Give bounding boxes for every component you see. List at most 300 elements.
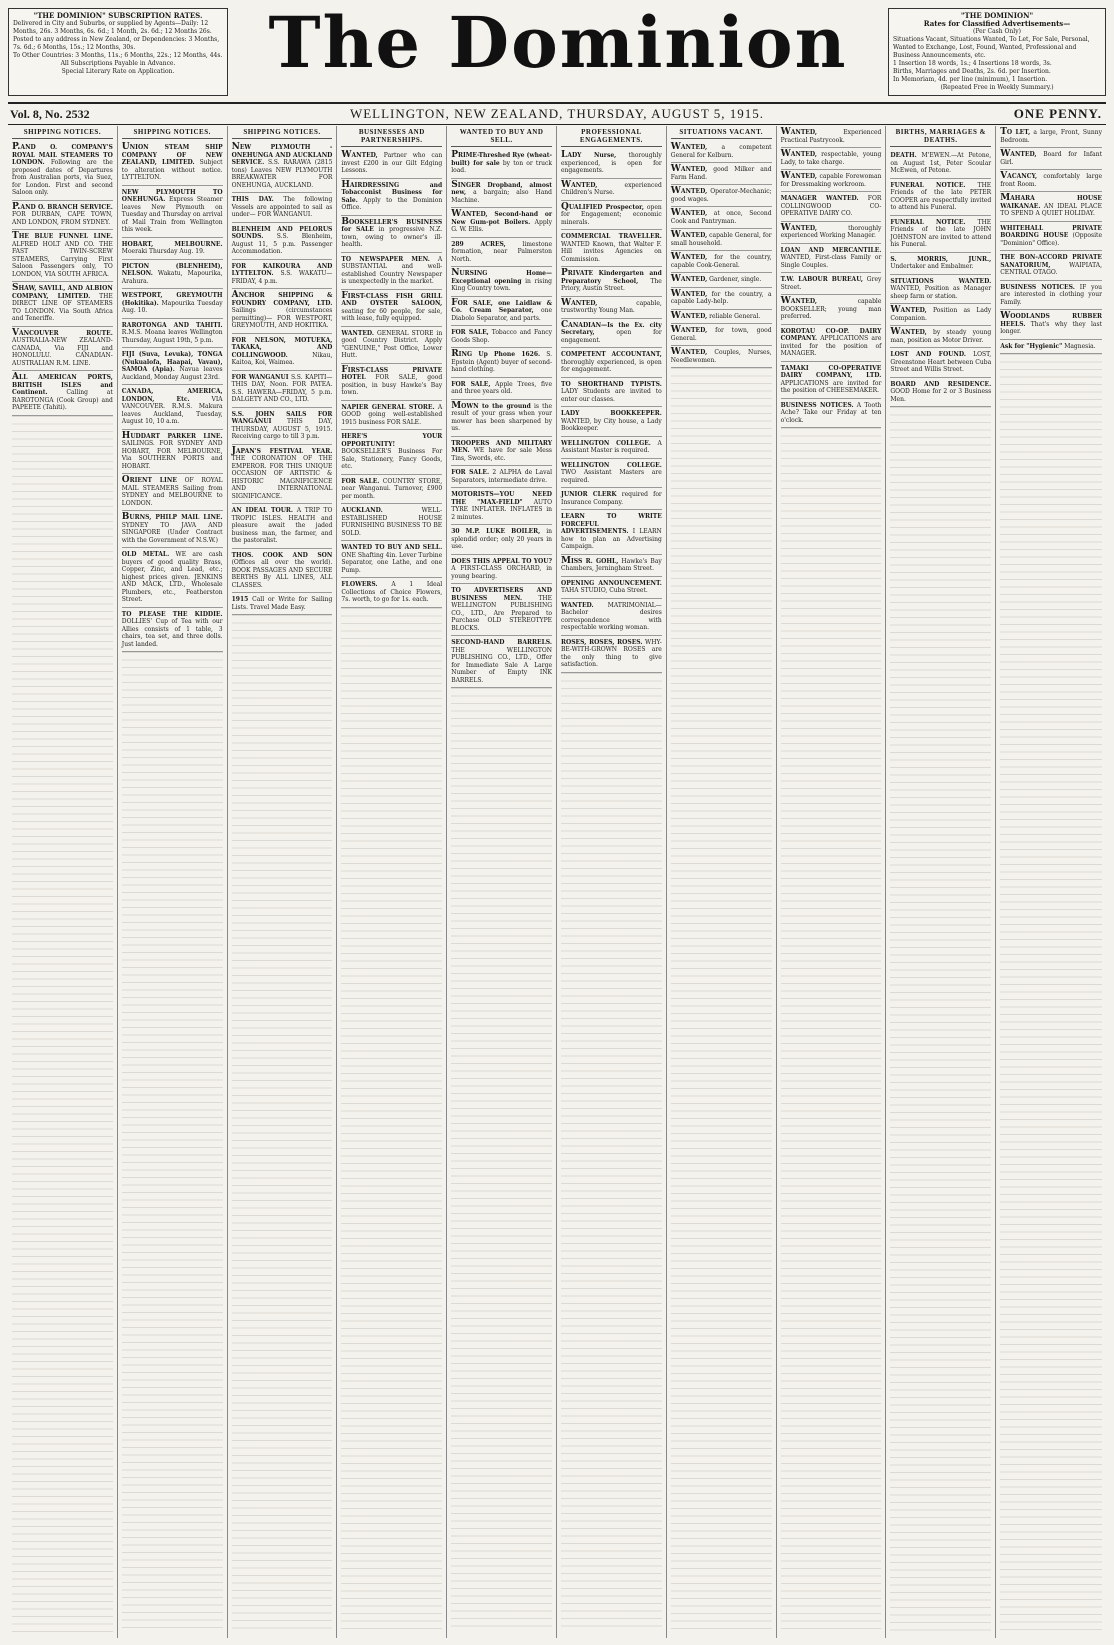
classified-ad xyxy=(671,251,772,273)
ad-body: A Assistant Master is required. xyxy=(561,439,662,454)
classified-ad xyxy=(561,488,662,510)
ad-body: MATRIMONIAL—Bachelor desires correspondence with respectable working woman. xyxy=(561,601,662,631)
ad-title: ANTED, xyxy=(680,312,708,320)
ad-title: UDDART PARKER LINE. xyxy=(130,432,223,440)
ad-body: THIS DAY, THURSDAY, AUGUST 5, 1915. Receiving cargo to till 3 p.m. xyxy=(231,418,333,440)
ad-body: THE CORONATION OF THE EMPEROR. FOR THIS UNIQUE OCCASION OF ARTISTIC & HISTORIC MAGNIFICENCE AND INTERNATIONAL SIGNIFICANCE. xyxy=(231,455,333,500)
subscription-line: Posted to any address in New Zealand, or Dependencies: 3 Months, 7s. 6d.; 6 Months, 15s.; 12 Months, 30s. xyxy=(13,36,220,51)
ad-title: RIME-Threshed Rye (wheat-built) for sale xyxy=(451,152,552,167)
ad-title: TROOPERS AND MILITARY MEN. xyxy=(451,439,552,454)
ad-body: A Tooth Ache? Take our Friday at ten o'clock. xyxy=(780,401,882,424)
ad-body: FOR COLLINGWOOD CO-OPERATIVE DAIRY CO. xyxy=(780,195,882,217)
classified-ad xyxy=(671,346,772,368)
classified-ad xyxy=(890,304,991,326)
ad-title: ANTED, xyxy=(680,290,708,298)
ad-initial: A xyxy=(12,372,19,382)
classified-ad xyxy=(122,141,223,186)
ad-title: 1915 xyxy=(231,596,249,603)
ad-initial: S xyxy=(12,283,19,293)
ad-title: AUCKLAND. xyxy=(341,507,383,514)
classified-ad xyxy=(671,310,772,325)
ad-initial: W xyxy=(670,208,681,218)
column-7 xyxy=(667,126,777,1638)
ad-body: A FIRST-CLASS ORCHARD, in young bearing. xyxy=(451,565,552,580)
ad-title: HOBART, MELBOURNE. xyxy=(121,240,223,248)
ad-title: AN IDEAL TOUR. xyxy=(231,507,294,514)
ad-body: Sailings (circumstances permitting)— FOR WESTPORT, GREYMOUTH, AND HOKITIKA. xyxy=(231,307,333,329)
column-text-fill xyxy=(781,428,882,1632)
ad-body: THE DIRECT LINE OF STEAMERS TO LONDON. Via South Africa and Teneriffe. xyxy=(12,292,113,322)
column-9 xyxy=(886,126,996,1638)
classified-ad xyxy=(1000,251,1102,281)
ad-title: OOKSELLER'S BUSINESS for SALE xyxy=(341,218,443,233)
ad-title: BLENHEIM AND PELORUS SOUNDS. xyxy=(231,225,333,240)
ad-body: Grey Street. xyxy=(780,276,882,291)
ad-body: in splendid order; only 20 years in use. xyxy=(451,528,552,550)
classified-ad xyxy=(890,179,991,216)
ad-body: A SUBSTANTIAL and well-established Country Newspaper is unexpectedly in the market. xyxy=(341,255,443,285)
classified-ad xyxy=(671,207,772,229)
ad-title: DEATH. xyxy=(890,152,917,159)
ad-title: HAW, SAVILL, AND ALBION COMPANY, LIMITED. xyxy=(12,285,113,300)
classified-ad xyxy=(451,636,552,688)
classified-ad xyxy=(341,541,442,578)
ad-title: SITUATIONS WANTED. xyxy=(890,277,992,285)
classified-ad xyxy=(561,407,662,437)
ad-body: AUSTRALIA-NEW ZEALAND-CANADA, Via FIJI and HONOLULU. CANADIAN-AUSTRALIAN R.M. LINE. xyxy=(12,337,113,367)
classified-ad xyxy=(671,163,772,185)
ad-title: TAMAKI CO-OPERATIVE DAIRY COMPANY, LTD. xyxy=(780,364,882,379)
classified-ad xyxy=(451,488,552,525)
classified-ad xyxy=(781,273,882,295)
ad-body: Hawke's Bay Chambers, Jerningham Street. xyxy=(561,557,662,572)
ad-title: EW PLYMOUTH - ONEHUNGA AND AUCKLAND SERVICE. xyxy=(231,144,333,166)
classified-ad xyxy=(561,378,662,408)
ad-body: S.S. KAPITI—THIS DAY, Noon. FOR PATEA. S.S. HAWERA—FRIDAY, 5 p.m. DALGETY AND CO., LTD. xyxy=(231,373,333,403)
ad-body: THE WELLINGTON PUBLISHING CO., LTD., Offer for Immediate Sale A Large Number of Empty INK BARRELS. xyxy=(451,646,552,684)
classified-ad xyxy=(232,193,333,223)
ad-initial: W xyxy=(670,142,681,152)
ad-initial: R xyxy=(451,349,459,359)
ad-initial: W xyxy=(780,149,791,159)
ad-body: capable Forewoman for Dressmaking workroom. xyxy=(780,173,882,188)
ad-title: COMMERCIAL TRAVELLER. xyxy=(561,233,662,240)
ad-body: Call or Write for Sailing Lists. Travel Made Easy. xyxy=(231,596,333,611)
ad-body: Express Steamer leaves New Plymouth on Tuesday and Thursday on arrival of Mail Train from Wellington this week. xyxy=(121,196,223,233)
ad-initial: H xyxy=(341,179,350,190)
ad-initial: B xyxy=(341,216,349,227)
ad-body: comfortably large front Room. xyxy=(1000,173,1102,188)
ad-title: ADY Nurse, xyxy=(567,152,617,159)
column-1 xyxy=(8,126,118,1638)
ad-body: IF you are interested in clothing your Family. xyxy=(1000,283,1102,306)
column-3 xyxy=(228,126,338,1638)
ad-initial: W xyxy=(670,310,681,321)
ad-title: THOS. COOK AND SON xyxy=(231,551,333,559)
subscription-line: Special Literary Rate on Application. xyxy=(61,68,175,75)
ad-title: AHARA HOUSE WAIKANAE. xyxy=(1000,195,1102,210)
ad-initial: F xyxy=(341,364,348,375)
ad-body: A 1 Ideal Collections of Choice Flowers, 7s. worth, to go for 1s. each. xyxy=(341,581,443,603)
ad-body: by steady young man, position as Motor Driver. xyxy=(890,329,992,344)
ad-title: ANTED, xyxy=(680,327,708,334)
ad-initial: W xyxy=(780,222,791,233)
subscription-title: "THE DOMINION" SUBSCRIPTION RATES. xyxy=(33,11,203,20)
classified-ad xyxy=(1000,222,1102,252)
classified-ad xyxy=(781,170,882,192)
column-heading: PROFESSIONAL ENGAGEMENTS. xyxy=(561,126,662,147)
ad-title: ANTED, xyxy=(900,329,927,336)
classified-ad xyxy=(781,295,882,325)
ad-body: at once, Second Cook and Pantryman. xyxy=(670,210,772,225)
ad-body: a large, Front, Sunny Bedroom. xyxy=(1000,129,1102,144)
ad-title: COMPETENT ACCOUNTANT, xyxy=(561,351,662,358)
ad-initial: W xyxy=(1000,149,1011,159)
classified-ad xyxy=(561,267,662,297)
ad-title: AIRDRESSING and Tobacconist Business for Sale. xyxy=(341,181,443,204)
ad-title: URNS, PHILP MAIL LINE. xyxy=(129,514,223,521)
ad-title: ANTED, xyxy=(680,166,708,173)
ad-initial: W xyxy=(670,347,681,357)
ad-body: open for Engagement; economic minerals. xyxy=(561,203,662,226)
ad-initial: W xyxy=(670,325,681,335)
column-text-fill xyxy=(890,407,991,1634)
ad-title: ANADIAN—Is the Ex. city Secretary, xyxy=(561,321,662,336)
ad-body: reliable General. xyxy=(707,312,761,320)
ad-body: Nikau, Kaitoa, Koi, Waimea. xyxy=(231,351,333,366)
classified-ad xyxy=(781,399,882,429)
ad-initial: L xyxy=(561,150,568,160)
ad-body: SYDNEY TO JAVA AND SINGAPORE (Under Contract with the Government of N.S.W.) xyxy=(121,521,223,544)
classified-ad xyxy=(122,548,223,608)
classified-ad xyxy=(451,437,552,467)
ad-body: experienced Children's Nurse. xyxy=(561,181,662,196)
ad-body: A TRIP TO TROPIC ISLES. HEALTH and pleasure await the jaded business man, the farmer, and the pastoralist. xyxy=(231,507,333,544)
ad-body: WE have for sale Mess Tins, Swords, etc. xyxy=(451,447,552,462)
rates-line: 1 Insertion 18 words, 1s.; 4 Insertions 18 words, 3s. xyxy=(893,60,1052,67)
ad-body: WANTED Known, that Walter F. Hill invites Agencies on Commission. xyxy=(561,240,662,263)
ad-body: APPLICATIONS are invited for the position of CHEESEMAKER. xyxy=(780,379,882,394)
ad-body: M'EWEN.—At Petone, on August 1st, Peter Scoular McEwen, of Petone. xyxy=(890,152,992,174)
classified-ad xyxy=(890,216,991,253)
ad-title: OODLANDS RUBBER HEELS. xyxy=(1000,313,1102,328)
classified-ad xyxy=(341,327,442,364)
ad-body: open for engagement. xyxy=(561,329,662,344)
classified-ad xyxy=(122,319,223,349)
ad-title: LOAN AND MERCANTILE. xyxy=(780,246,882,254)
ad-initial: M xyxy=(451,400,462,411)
ad-title: ROSES, ROSES, ROSES. xyxy=(561,638,643,646)
column-8 xyxy=(777,126,887,1638)
ad-body: TWO Assistant Masters are required. xyxy=(561,469,662,484)
classified-ad xyxy=(12,201,113,231)
ad-body: Position as Lady Companion. xyxy=(890,307,992,322)
newspaper-front-page xyxy=(8,8,1106,1638)
ad-title: ANTED, xyxy=(571,181,598,189)
ad-title: FOR KAIKOURA AND LYTTELTON. xyxy=(231,262,333,277)
ad-title: JUNIOR CLERK xyxy=(561,491,617,498)
classified-ad xyxy=(561,230,662,267)
classified-ad xyxy=(451,297,552,327)
ad-body: Gardener, single. xyxy=(707,276,762,283)
ad-body: seating for 60 people, for sale, with lease, fully equipped. xyxy=(341,307,443,322)
ad-title: WELLINGTON COLLEGE. xyxy=(561,461,662,469)
ad-title: DOES THIS APPEAL TO YOU? xyxy=(451,557,552,565)
ad-title: MOTORISTS—YOU NEED THE "MAX-FIELD" xyxy=(451,491,552,506)
ad-body: a competent General for Kelburn. xyxy=(670,144,772,159)
ad-title: ANTED, xyxy=(571,299,598,307)
advertisement-columns xyxy=(8,126,1106,1638)
ad-title: FUNERAL NOTICE. xyxy=(890,181,966,189)
classified-ad xyxy=(561,179,662,201)
column-text-fill xyxy=(341,608,442,1634)
rates-subtitle: Rates for Classified Advertisements— xyxy=(923,19,1071,28)
ad-body: one Diabolo Separator, and parts. xyxy=(451,307,552,322)
ad-title: FOR WANGANUI xyxy=(231,373,289,381)
ad-body: Wakatu, Mapourika, Arahura. xyxy=(121,270,223,285)
column-text-fill xyxy=(671,368,772,1635)
classified-ad xyxy=(561,201,662,231)
ad-title: T.W. LABOUR BUREAU, xyxy=(780,276,863,283)
ad-body: (Opposite "Dominion" Office). xyxy=(1000,232,1102,247)
ad-body: (Offices all over the world). BOOK PASSAGES AND SECURE BERTHS By ALL LINES, ALL CLASSES. xyxy=(231,559,333,589)
ad-title: ANTED, xyxy=(680,210,708,217)
ad-initial: W xyxy=(670,288,681,299)
ad-initial: Q xyxy=(561,201,569,212)
ad-body: SAILINGS. FOR SYDNEY AND HOBART, FOR MELBOURNE, Via SOUTHERN PORTS and HOBART. xyxy=(121,440,223,470)
classified-ad xyxy=(671,273,772,288)
rates-title: "THE DOMINION" xyxy=(960,11,1034,20)
classified-ad xyxy=(451,238,552,268)
ad-body: THE Friends of the late JOHN JOHNSTON are invited to attend his Funeral. xyxy=(890,218,992,248)
classified-ad xyxy=(1000,281,1102,311)
classified-ad xyxy=(232,141,333,193)
ad-title: BUSINESS NOTICES. xyxy=(780,401,854,409)
classified-ad xyxy=(451,326,552,348)
classified-ad xyxy=(232,504,333,549)
classified-ad xyxy=(1000,148,1102,170)
column-5 xyxy=(447,126,557,1638)
classified-ad xyxy=(122,430,223,475)
ad-title: LADY BOOKKEEPER. xyxy=(561,410,662,417)
ad-title: BUSINESS NOTICES. xyxy=(1000,283,1075,291)
ad-title: WANTED TO BUY AND SELL. xyxy=(341,544,443,551)
classified-ad xyxy=(671,185,772,207)
ad-initial: W xyxy=(561,179,572,190)
classified-ad xyxy=(561,297,662,319)
ad-title: FLOWERS. xyxy=(341,581,378,588)
ad-title: TO ADVERTISERS AND BUSINESS MEN. xyxy=(451,587,552,602)
subscription-line: To Other Countries: 3 Months, 11s.; 6 Months, 22s.; 12 Months, 44s. xyxy=(13,52,223,59)
classified-ad xyxy=(341,179,442,216)
ad-body: THE Friends of the late PETER COOPER are respectfully invited to attend his Funeral. xyxy=(890,181,992,211)
ad-body: FOR SALE, good position, in busy Hawke's Bay town. xyxy=(341,374,443,396)
ad-title: ANTED, xyxy=(1010,151,1037,158)
classified-ad xyxy=(232,445,333,505)
classified-ad xyxy=(341,364,442,401)
ad-body: limestone formation, near Palmerston North. xyxy=(451,240,552,263)
ad-title: NAPIER GENERAL STORE. xyxy=(341,403,435,411)
ad-body: WELL-ESTABLISHED HOUSE FURNISHING BUSINESS TO BE SOLD. xyxy=(341,507,443,537)
classified-ad xyxy=(341,475,442,505)
column-heading: SHIPPING NOTICES. xyxy=(232,126,333,139)
classified-ad xyxy=(341,290,442,327)
ad-body: thoroughly experienced Working Manager. xyxy=(780,224,882,239)
classified-ad xyxy=(1000,192,1102,222)
classified-ad xyxy=(1000,126,1102,148)
subscription-line: All Subscriptions Payable in Advance. xyxy=(60,60,176,67)
ad-initial: J xyxy=(231,445,236,456)
classified-ad xyxy=(890,326,991,348)
ad-title: NCHOR SHIPPING & FOUNDRY COMPANY, LTD. xyxy=(231,292,333,307)
ad-title: ING Up Phone 1626. xyxy=(458,351,541,358)
ad-title: APAN'S FESTIVAL YEAR. xyxy=(235,447,333,455)
ad-initial: W xyxy=(670,252,681,262)
ad-title: 30 M.P. LUKE BOILER, xyxy=(451,528,541,535)
ad-title: ANTED, xyxy=(790,298,817,305)
ad-body: The following Vessels are appointed to sail as under— FOR WANGANUI. xyxy=(231,196,333,218)
ad-body: capable General, for small household. xyxy=(670,232,772,247)
ad-body: Calling at RAROTONGA (Cook Group) and PAPEETE (Tahiti). xyxy=(12,389,113,411)
ad-body: required for Insurance Company. xyxy=(561,491,662,506)
classified-ad xyxy=(561,555,662,577)
ad-body: Following are the proposed dates of Departures from Australian ports, via Suez, for London. First and second Saloon only. xyxy=(12,159,113,196)
ad-initial: W xyxy=(780,127,791,137)
ad-title: ISS R. GOHL, xyxy=(570,557,619,565)
ad-title: RAROTONGA AND TAHITI. xyxy=(121,321,223,329)
classified-ad xyxy=(341,504,442,541)
ad-body: AUTO TYRE INFLATER. INFLATES in 2 minutes. xyxy=(451,498,552,521)
classified-ad xyxy=(341,578,442,608)
ad-body: is the result of your grass when your mower has been sharpened by us. xyxy=(451,402,552,432)
classified-rates-box xyxy=(888,8,1106,96)
classified-ad xyxy=(561,599,662,636)
ad-title: HERE'S YOUR OPPORTUNITY! xyxy=(341,433,443,448)
rates-line: In Memoriam, 4d. per line (minimum), 1 Insertion. xyxy=(893,76,1048,83)
ad-title: FOR SALE, xyxy=(451,329,489,336)
classified-ad xyxy=(1000,170,1102,192)
ad-title: AND O. BRANCH SERVICE. xyxy=(20,203,113,211)
classified-ad xyxy=(122,186,223,238)
classified-ad xyxy=(341,149,442,179)
ad-title: FOR SALE, xyxy=(451,380,491,388)
classified-ad xyxy=(561,636,662,673)
ad-title: ANTED, xyxy=(680,349,708,356)
ad-title: FOR NELSON, MOTUEKA, TAKAKA, AND COLLINGWOOD. xyxy=(231,336,333,359)
classified-ad xyxy=(12,230,113,282)
ad-title: MANAGER WANTED. xyxy=(780,195,859,202)
classified-ad xyxy=(341,216,442,253)
classified-ad xyxy=(1000,310,1102,340)
ad-body: for the country, a capable Lady-help. xyxy=(670,290,772,305)
ad-body: I LEARN how to plan an Advertising Campaign. xyxy=(561,528,662,550)
column-text-fill xyxy=(561,673,662,1632)
classified-ad xyxy=(232,549,333,594)
column-2 xyxy=(118,126,228,1638)
ad-initial: F xyxy=(341,290,348,301)
ad-body: WAIPIATA, CENTRAL OTAGO. xyxy=(1000,261,1102,276)
subscription-line: Delivered in City and Suburbs, or supplied by Agents—Daily: 12 Months, 26s. 3 Months, 6s. 6d.; 1 Month, 2s. 6d.; 12 Months 26s. xyxy=(13,20,212,35)
ad-title: RIENT LINE xyxy=(129,477,177,484)
ad-title: WELLINGTON COLLEGE. xyxy=(561,439,651,447)
classified-ad xyxy=(341,430,442,475)
ad-title: KOROTAU CO-OP. DAIRY COMPANY. xyxy=(780,327,882,342)
ad-title: OPENING ANNOUNCEMENT. xyxy=(561,579,662,587)
ad-title: WESTPORT, GREYMOUTH (Hokitika). xyxy=(121,292,223,307)
ad-initial: F xyxy=(451,297,458,308)
ad-initial: A xyxy=(231,290,239,300)
ad-initial: H xyxy=(121,430,131,441)
ad-body: thoroughly experienced, is open for engagements. xyxy=(561,152,662,174)
ad-initial: P. xyxy=(12,201,21,212)
ad-initial: T xyxy=(12,231,19,241)
ad-body: WHY-BE-WITH-GROWN ROSES are the only thing to give satisfaction. xyxy=(561,638,662,668)
ad-initial: W xyxy=(341,150,352,160)
ad-title: PICTON (BLENHEIM), NELSON. xyxy=(121,262,223,277)
classified-ad xyxy=(451,555,552,585)
ad-title: FUNERAL NOTICE. xyxy=(890,218,966,226)
classified-ad xyxy=(122,511,223,548)
column-heading: SITUATIONS VACANT. xyxy=(671,126,772,139)
ad-initial: W xyxy=(670,164,681,174)
ad-initial: T xyxy=(1000,127,1007,137)
ad-title: THE BON-ACCORD PRIVATE SANATORIUM, xyxy=(1000,254,1102,269)
ad-body: for town, good General. xyxy=(670,327,772,342)
ad-title: ANTED, xyxy=(680,232,708,239)
classified-ad xyxy=(781,362,882,399)
classified-ad xyxy=(451,267,552,297)
ad-title: ANTED, xyxy=(680,144,708,151)
ad-title: FOR SALE. xyxy=(451,469,490,476)
ad-body: Board for Infant Girl. xyxy=(1000,151,1102,166)
ad-initial: W xyxy=(780,171,791,181)
volume-number: Vol. 8, No. 2532 xyxy=(10,107,90,121)
ad-title: TO NEWSPAPER MEN. xyxy=(341,255,430,263)
ad-initial: B xyxy=(121,512,130,522)
ad-initial: W xyxy=(451,209,462,219)
ad-title: Ask for "Hygienic" xyxy=(1000,342,1063,350)
column-heading: BIRTHS, MARRIAGES & DEATHS. xyxy=(890,126,991,147)
classified-ad xyxy=(781,126,882,148)
classified-ad xyxy=(890,348,991,378)
ad-initial: W xyxy=(561,297,572,308)
ad-initial: N xyxy=(451,268,460,278)
ad-title: BOARD AND RESIDENCE. xyxy=(890,380,992,388)
ad-body: good Milker and Farm Hand. xyxy=(670,166,772,181)
classified-ad xyxy=(122,474,223,511)
ad-title: NEW PLYMOUTH TO ONEHUNGA. xyxy=(121,188,223,203)
classified-ad xyxy=(451,466,552,488)
classified-ad xyxy=(341,401,442,431)
ad-title: 289 ACRES, xyxy=(451,240,506,248)
ad-body: A GOOD going well-established 1915 business FOR SALE. xyxy=(341,403,443,426)
classified-ad xyxy=(1000,340,1102,355)
ad-body: in rising King Country town. xyxy=(451,277,552,292)
classified-ad xyxy=(561,319,662,349)
classified-ad xyxy=(122,260,223,290)
ad-title: HE BLUE FUNNEL LINE. xyxy=(18,233,113,240)
ad-title: URSING Home—Exceptional opening xyxy=(451,270,552,285)
classified-ad xyxy=(232,289,333,334)
classified-ad xyxy=(122,608,223,653)
classified-ad xyxy=(122,385,223,430)
classified-ad xyxy=(890,149,991,179)
ad-body: Mapourika Tuesday Aug. 10. xyxy=(121,299,223,314)
ad-body: by ton or truck load. xyxy=(451,159,553,174)
column-heading: SHIPPING NOTICES. xyxy=(122,126,223,139)
classified-ad xyxy=(781,192,882,222)
ad-title: OLD METAL. xyxy=(121,551,170,558)
